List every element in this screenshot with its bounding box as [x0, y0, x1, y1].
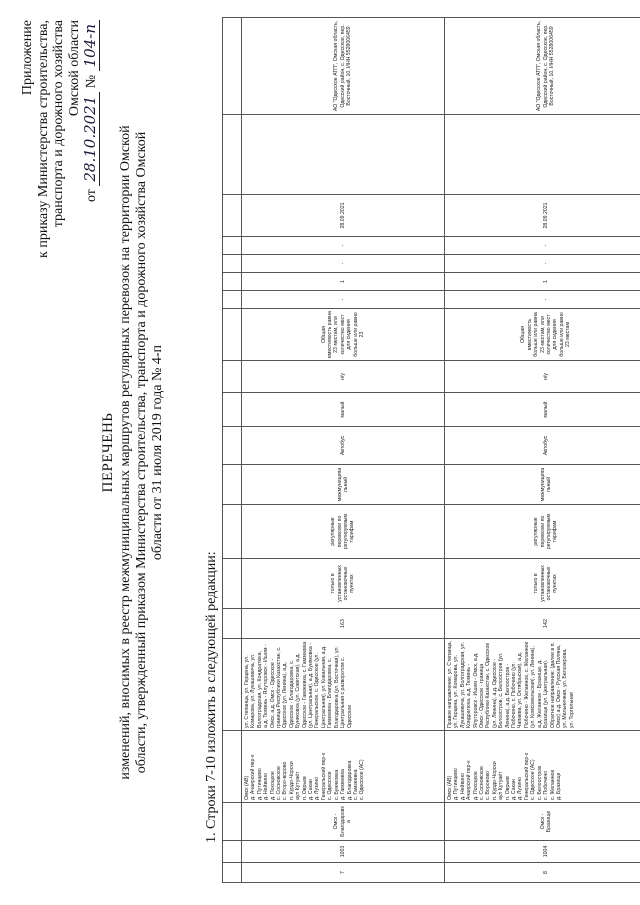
order-number-handwritten: 104-п	[81, 20, 100, 71]
title-line: области от 31 июля 2019 года № 4-п	[150, 344, 165, 561]
header-cell	[223, 18, 242, 115]
header-cell	[223, 237, 242, 255]
order-number-label: №	[84, 74, 99, 89]
cell-eco-class: н/у	[242, 361, 445, 393]
header-line: Приложение	[20, 20, 35, 96]
approval-header	[20, 20, 100, 320]
cell-vehicle-type: Автобус	[445, 427, 640, 465]
cell-reg-no: 1004	[445, 841, 640, 863]
title-line: изменений, вносимых в реестр межмуниципальных маршрутов регулярных перевозок на территории Омской	[118, 125, 133, 780]
cell-route-class: межмуниципальный	[445, 465, 640, 505]
cell-count-b: 1	[242, 273, 445, 291]
cell-reg-no: 1003	[242, 841, 445, 863]
header-cell	[223, 803, 242, 841]
cell-count-d: -	[445, 237, 640, 255]
cell-fare-type: регулярные перевозки по регулируемым тарифам	[242, 505, 445, 559]
cell-streets: Правое направление: ул. Степанца, ул. Герцена, ул. Комарова, ул. Лукашевича, ул. Волгоградская, ул. Кондратюка, а.д. Тюмень - Ялуторовск - Ишим - Омск, а.д. Омск - Одесское - граница Республики Казахстан, с. Одесское (ул. Ленина), а.д. Одесское - Белоостров, с. Белоостров (ул. Ленина), а.д. Белоостров - Побочино, с. Побочино (ул. Чапаева, ул. Октябрьская), а.д. Побочино - Желанное, с. Желанное (ул. Комсомольская), ул. Ленина), а.д. Желанное - Бразище, д. Бразище (ул. Центральная). Обратное направление: (далее в п. Омск) а.д. Омск - Русская Поляна, ул. Мельничная, ул. Белозерова, ул. Торгельная	[445, 639, 640, 731]
cell-empty	[242, 115, 445, 195]
cell-route-length: 163	[242, 609, 445, 639]
header-cell	[223, 505, 242, 559]
cell-count-d: -	[242, 237, 445, 255]
header-cell	[223, 291, 242, 309]
cell-vehicle-type: Автобус	[242, 427, 445, 465]
cell-route-length: 142	[445, 609, 640, 639]
header-cell	[223, 841, 242, 863]
cell-carrier: АО "Одесское АТП", Омская область, Одесский район, с. Одесское, пер. Восточный, 10, ИНН 5528006459	[445, 18, 640, 115]
cell-count-a: -	[242, 291, 445, 309]
cell-route-name: Омск - Благодаровка	[242, 803, 445, 841]
cell-count-a: -	[445, 291, 640, 309]
title-line: области, утвержденный приказом Министерства строительства, транспорта и дорожного хозяйства Омской	[134, 131, 149, 774]
cell-stops: Омск (АВ) д. Путинцево д. Нейвино Ачаирский пер-к д. Покоцкое с. Сосновское с. Вороново п. Курдо-Чорски аул Кутуаёт п. Оврьев д. Сакан д. Лузино Генеральский пер-к с. Одесское (АС) с. Белоостров с. Побочино с. Желанное д. Бразище	[445, 731, 640, 803]
cell-vehicle-class: малый	[242, 393, 445, 427]
cell-carrier: АО "Одесское АТП", Омская область, Одесский район, с. Одесское, пер. Восточный, 10, ИНН 5528006459	[242, 18, 445, 115]
header-line: транспорта и дорожного хозяйства	[51, 20, 66, 228]
document-title	[100, 90, 166, 815]
section-subtitle: 1. Строки 7-10 изложить в следующей редакции:	[204, 551, 219, 843]
cell-stop-order: только в установленных остановочных пунктах	[445, 559, 640, 609]
cell-capacity: Общая вместимость больше или равна 23 местам, или количество мест для сидения больше или равно 23 местам	[445, 309, 640, 361]
table-row	[242, 18, 445, 883]
header-cell	[223, 115, 242, 195]
cell-empty	[445, 115, 640, 195]
cell-streets: ул. Степанца, ул. Герцена, ул. Комарова, ул. Лукашевича, ул. Волгоградская, ул. Кондратюка, а.д. Тюмень - Ялуторовск - Ишим - Омск, а.д. Омск - Одесское - граница Республики Казахстан, с. Одесское (ул. Ленина), а.д. Одесское - Благодаровка, с. Буняковка (ул. Советская), а.д. Одесское - Гамзеевка, с. Гамзеевка (ул. Центральная), а.д. Буняковка - Генеральское, с. Одесское (ул. Центральная), ул. Ковальная, а.д. Гамзеевка - Благодаровка, с. Благодаровка (ул. Восточная), ул. Центральная с разворотом с. Одесское	[242, 639, 445, 731]
cell-count-b: 1	[445, 273, 640, 291]
header-line: к приказу Министерства строительства,	[35, 20, 51, 258]
order-prefix: от	[84, 189, 99, 203]
header-cell	[223, 361, 242, 393]
cell-stops: Омск (АВ) д. Ачаирский пер-к д. Путинцево д. Нейвино д. Покоцкое с. Сосновское с. Второ-ворово п. Курдо-Чорски аул Кутуаёт п. Оврьев д. Сакан д. Лузино Генеральский пер-к с. Одесское с. Буняковка д. Гамзеевка д. Благодаровка с. Гамзеевка с. Одесское (АС)	[242, 731, 445, 803]
cell-num: 7	[242, 863, 445, 883]
header-cell	[223, 609, 242, 639]
cell-vehicle-class: малый	[445, 393, 640, 427]
cell-start-date: 28.09.2021	[242, 195, 445, 237]
cell-route-class: межмуниципальный	[242, 465, 445, 505]
header-cell	[223, 393, 242, 427]
header-cell	[223, 731, 242, 803]
header-line: Омской области	[66, 20, 82, 117]
cell-start-date: 28.09.2021	[445, 195, 640, 237]
header-cell	[223, 465, 242, 505]
header-cell	[223, 427, 242, 465]
header-cell	[223, 559, 242, 609]
cell-route-name: Омск - Бразище	[445, 803, 640, 841]
cell-stop-order: только в установленных остановочных пунктах	[242, 559, 445, 609]
table-header-row	[223, 18, 242, 883]
header-cell	[223, 255, 242, 273]
cell-num: 8	[445, 863, 640, 883]
header-cell	[223, 863, 242, 883]
order-reference	[83, 20, 100, 320]
cell-count-c: -	[445, 255, 640, 273]
cell-count-c: -	[242, 255, 445, 273]
title-heading: ПЕРЕЧЕНЬ	[100, 412, 116, 493]
header-cell	[223, 639, 242, 731]
table-row	[445, 18, 640, 883]
order-date-handwritten: 28.10.2021	[81, 92, 100, 186]
header-cell	[223, 309, 242, 361]
header-cell	[223, 273, 242, 291]
cell-eco-class: н/у	[445, 361, 640, 393]
cell-fare-type: регулярные перевозки по регулируемым тарифам	[445, 505, 640, 559]
cell-capacity: Общая вместимость равна 23 местам, или количество мест для сидения больше или равно 23	[242, 309, 445, 361]
routes-table	[222, 17, 640, 883]
header-cell	[223, 195, 242, 237]
